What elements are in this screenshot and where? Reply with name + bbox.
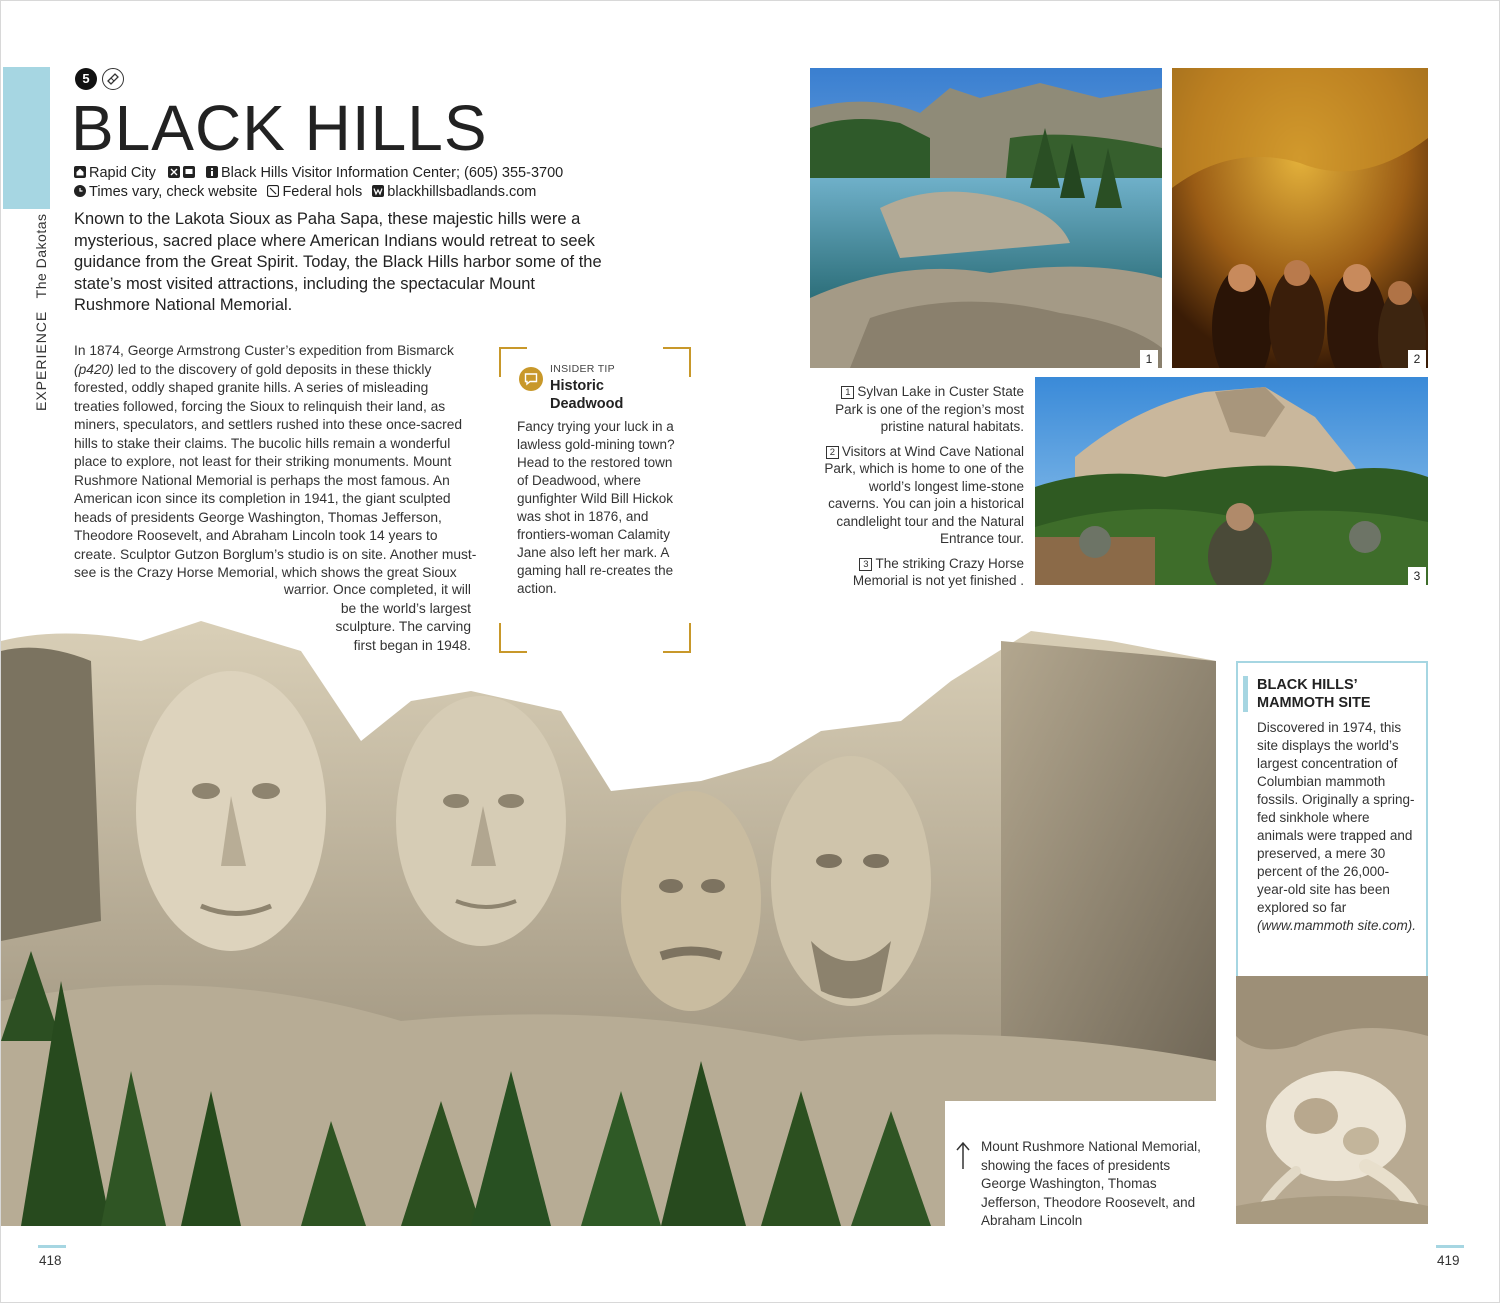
caption-number: 1 — [841, 386, 854, 399]
sidebar-accent — [1243, 676, 1248, 712]
body-line: sculpture. The carving — [335, 619, 471, 634]
section-tab — [3, 67, 50, 209]
body-line: In 1874, George Armstrong Custer’s expedition from Bismarck — [74, 343, 454, 358]
photo-sylvan-lake — [810, 68, 1162, 368]
caption-text: The striking Crazy Horse Memorial is not yet finished . — [852, 555, 1024, 588]
insider-tip-body: Fancy trying your luck in a lawless gold-mining town? Head to the restored town of Deadwood, where gunfighter Wild Bill Hickok was shot in 1876, and frontiers-woman Calamity Jane also left her mark. A gaming hall re-creates the action. — [517, 419, 675, 596]
body-line: Rushmore National Memorial is perhaps the most famous. An — [74, 472, 450, 488]
info-website[interactable]: blackhillsbadlands.com — [387, 184, 537, 200]
body-line: create. Sculptor Gutzon Borglum’s studio is on site. Another must- — [74, 546, 477, 562]
folio-accent-right — [1436, 1245, 1464, 1248]
caption-number: 2 — [826, 446, 839, 459]
caption-text: Sylvan Lake in Custer State Park is one of the region’s most pristine natural habitats. — [835, 384, 1024, 434]
closed-icon — [267, 185, 279, 197]
body-line: heads of presidents George Washington, Thomas Jefferson, — [74, 509, 442, 525]
mammoth-body — [1257, 719, 1417, 935]
region-name: The Dakotas — [33, 213, 49, 299]
body-line: warrior. Once completed, it will — [283, 582, 471, 597]
photo-captions — [819, 383, 1024, 597]
body-line: be the world’s largest — [340, 600, 471, 616]
photo-mammoth-fossil — [1236, 976, 1428, 1224]
page-number-right: 419 — [1437, 1253, 1460, 1268]
caption-number: 3 — [859, 558, 872, 571]
page-number-left: 418 — [39, 1253, 62, 1268]
body-line: forested, oddly shaped granite hills. A series of misleading — [74, 380, 429, 395]
photo-number: 3 — [1408, 567, 1426, 585]
clock-icon — [74, 185, 86, 197]
photo-number: 1 — [1140, 350, 1158, 368]
insider-tip-title: Historic Deadwood — [550, 378, 624, 412]
section-label — [33, 211, 55, 411]
home-icon — [74, 166, 86, 178]
body-line: Theodore Roosevelt, and Abraham Lincoln took 14 years to — [74, 528, 438, 543]
body-line: place to explore, not least for their striking monuments. Mount — [74, 454, 452, 469]
info-visitor-center: Black Hills Visitor Information Center; (605) 355-3700 — [220, 165, 564, 181]
website-icon — [372, 185, 384, 197]
body-line: treaties followed, forcing the Sioux to relinquish their land, as — [74, 398, 446, 414]
photo-number: 2 — [1408, 350, 1426, 368]
info-address: Rapid City — [89, 165, 156, 181]
mammoth-link[interactable]: (www.mammoth site.com). — [1257, 918, 1417, 933]
photo-crazy-horse — [1035, 377, 1428, 585]
body-line: first began in 1948. — [353, 637, 471, 653]
page-title: BLACK HILLS — [71, 92, 488, 164]
info-closed: Federal hols — [282, 184, 363, 200]
folio-accent-left — [38, 1245, 66, 1248]
entry-number: 5 — [75, 68, 97, 90]
mammoth-text: Discovered in 1974, this site displays the world’s largest concentration of Columbian mammoth fossils. Originally a spring-fed sinkhole where animals were trapped and preserved, a mere 30 percent of the 26,000-year-old site has been explored so far — [1257, 720, 1415, 915]
info-icon — [206, 166, 218, 178]
ticket-icon — [102, 68, 124, 90]
caption-1 — [819, 383, 1024, 436]
bus-icon — [183, 166, 195, 178]
mammoth-title: BLACK HILLS’ MAMMOTH SITE — [1257, 677, 1371, 711]
caption-2 — [819, 443, 1024, 548]
body-line: miners, speculators, and settlers rushed into these once-sacred — [74, 417, 463, 432]
body-line: see is the Crazy Horse Memorial, which shows the great Sioux — [74, 565, 457, 580]
arrow-up-icon — [956, 1141, 970, 1171]
transport-icon — [168, 166, 180, 178]
caption-3 — [819, 555, 1024, 590]
intro-paragraph: Known to the Lakota Sioux as Paha Sapa, these majestic hills were a mysterious, sacred place where American Indians would retreat to seek guidance from the Great Spirit. Today, the Black Hills harbor some of the state’s most visited attractions, including the spectacular Mount Rushmore National Memorial. — [74, 210, 602, 314]
rushmore-caption: Mount Rushmore National Memorial, showing the faces of presidents George Washington, Thomas Jefferson, Theodore Roosevelt, and Abraham Lincoln — [981, 1139, 1201, 1228]
practical-info — [74, 164, 563, 202]
body-text — [74, 342, 479, 583]
caption-text: Visitors at Wind Cave National Park, which is home to one of the world’s longest lime-stone caverns. You can join a historical candlelight tour and the Natural Entrance tour. — [824, 443, 1024, 546]
body-line: hills to stake their claims. The bucolic hills remain a wonderful — [74, 435, 451, 451]
info-hours: Times vary, check website — [89, 184, 258, 200]
section-name: EXPERIENCE — [33, 310, 49, 411]
body-line: American icon since its completion in 1941, the giant sculpted — [74, 491, 451, 506]
photo-mount-rushmore — [1, 621, 1216, 1226]
insider-tip-label: INSIDER TIP — [550, 363, 615, 375]
speech-bubble-icon — [519, 367, 543, 391]
body-line: (p420) led to the discovery of gold deposits in these thickly — [74, 361, 432, 377]
photo-wind-cave — [1172, 68, 1428, 368]
